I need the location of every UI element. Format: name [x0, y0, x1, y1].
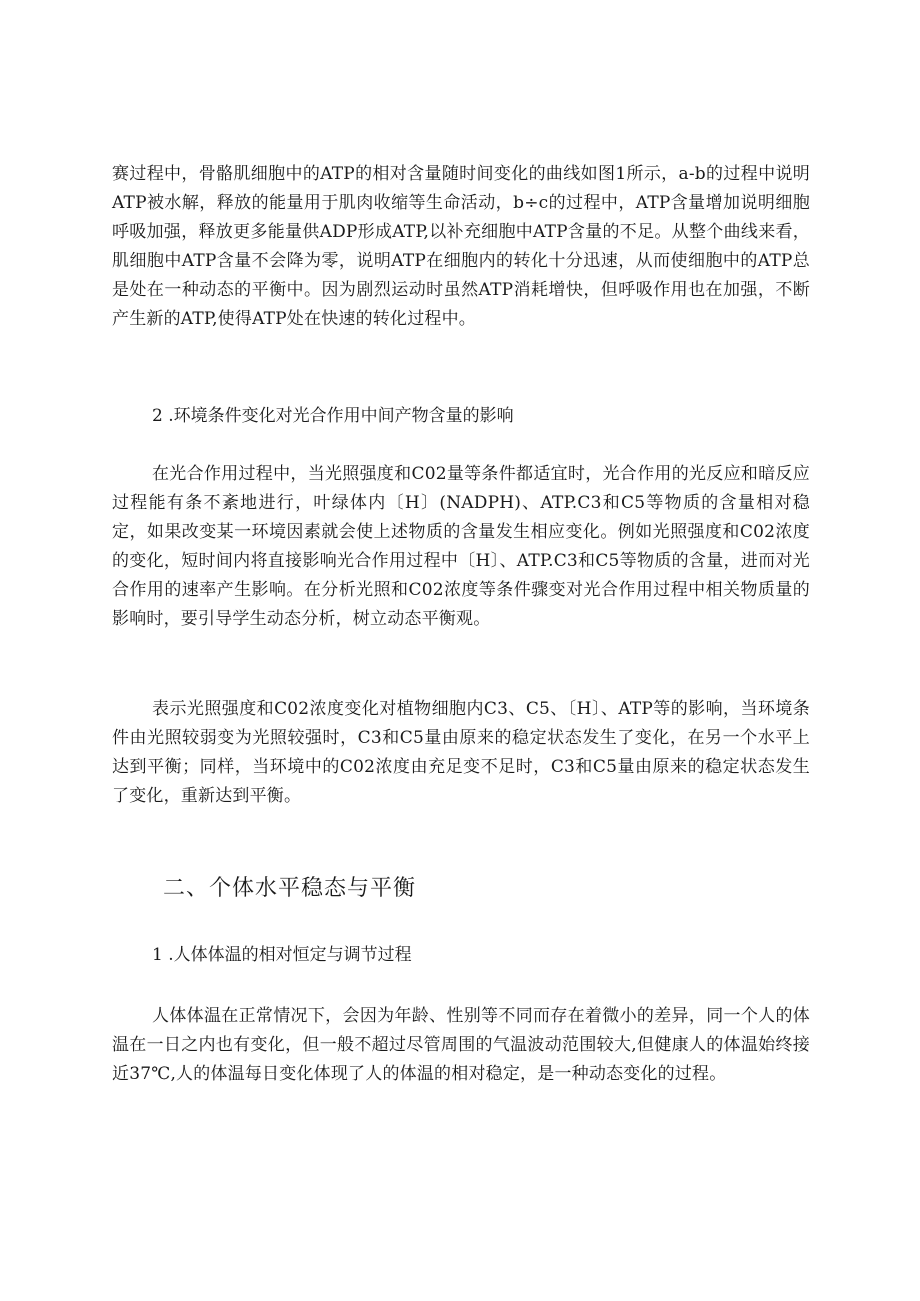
paragraph-atp-curve: 赛过程中，骨骼肌细胞中的ATP的相对含量随时间变化的曲线如图1所示，a-b的过程中说明ATP被水解，释放的能量用于肌肉收缩等生命活动，b÷c的过程中，ATP含量增加说明细胞呼吸加强，释放更多能量供ADP形成ATP,以补充细胞中ATP含量的不足。从整个曲线来看，肌细胞中ATP含量不会降为零，说明ATP在细胞内的转化十分迅速，从而使细胞中的ATP总是处在一种动态的平衡中。因为剧烈运动时虽然ATP消耗增快，但呼吸作用也在加强，不断产生新的ATP,使得ATP处在快速的转化过程中。: [112, 164, 810, 329]
section-heading-environment: 2 .环境条件变化对光合作用中间产物含量的影响: [152, 406, 514, 426]
section-heading-body-temperature: 1 .人体体温的相对恒定与调节过程: [152, 945, 412, 965]
paragraph-body-temperature: 人体体温在正常情况下，会因为年龄、性别等不同而存在着微小的差异，同一个人的体温在一日之内也有变化，但一般不超过尽管周围的气温波动范围较大,但健康人的体温始终接近37℃,人的体温每日变化体现了人的体温的相对稳定，是一种动态变化的过程。: [112, 1006, 810, 1084]
paragraph-photosynthesis: 在光合作用过程中，当光照强度和C02量等条件都适宜时，光合作用的光反应和暗反应过程能有条不紊地进行，叶绿体内〔H〕(NADPH)、ATP.C3和C5等物质的含量相对稳定，如果改变某一环境因素就会使上述物质的含量发生相应变化。例如光照强度和C02浓度的变化，短时间内将直接影响光合作用过程中〔H〕、ATP.C3和C5等物质的含量，进而对光合作用的速率产生影响。在分析光照和C02浓度等条件骤变对光合作用过程中相关物质量的影响时，要引导学生动态分析，树立动态平衡观。: [112, 464, 810, 629]
chapter-heading-individual-level: 二、个体水平稳态与平衡: [163, 876, 417, 901]
paragraph-light-co2: 表示光照强度和C02浓度变化对植物细胞内C3、C5、〔H〕、ATP等的影响，当环境条件由光照较弱变为光照较强时，C3和C5量由原来的稳定状态发生了变化，在另一个水平上达到平衡；同样，当环境中的C02浓度由充足变不足时，C3和C5量由原来的稳定状态发生了变化，重新达到平衡。: [112, 699, 810, 806]
